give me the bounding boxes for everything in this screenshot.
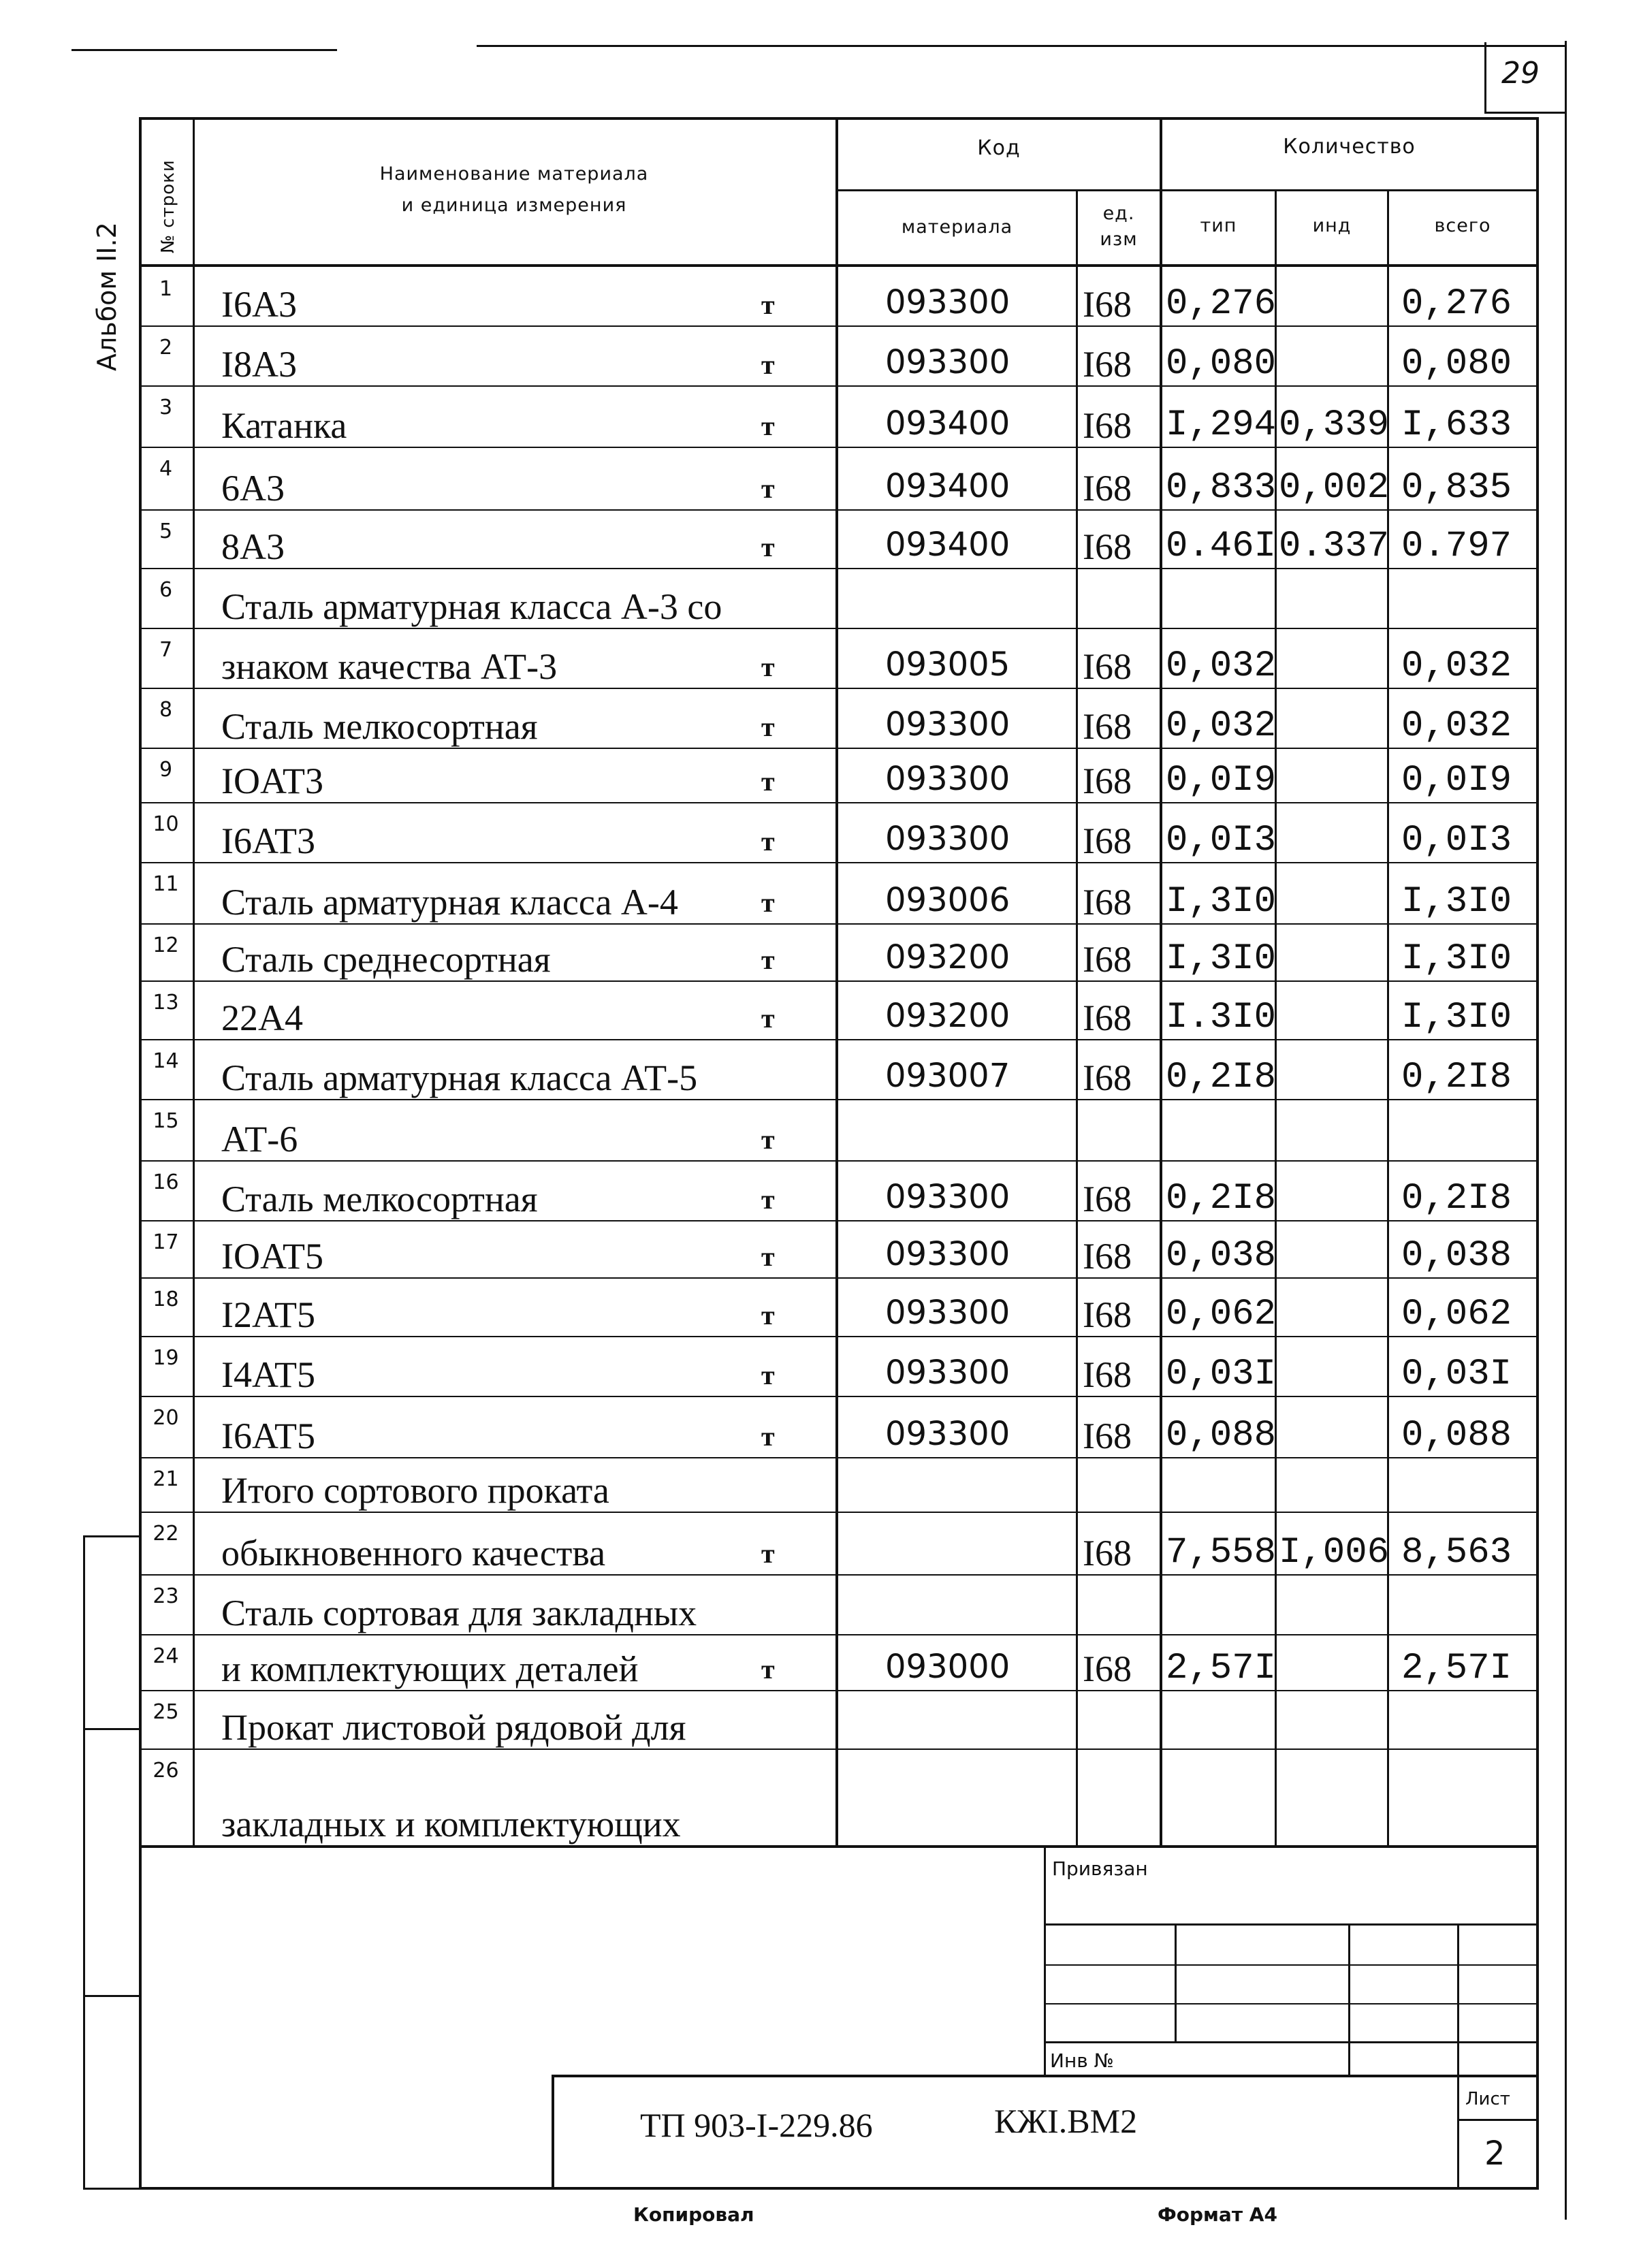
cell-name: Прокат листовой рядовой для: [221, 1707, 686, 1748]
cell-n: 23: [153, 1584, 179, 1608]
cell-n: 17: [153, 1230, 179, 1254]
stamp-privyazan: Привязан: [1052, 1857, 1148, 1880]
header-unit-line2: изм: [1100, 229, 1138, 250]
row-divider: [139, 862, 1539, 863]
header-typ: тип: [1200, 215, 1237, 236]
header-name-line2: и единица измерения: [401, 195, 627, 216]
header-mid-line: [835, 189, 1539, 191]
cell-code: 093400: [885, 404, 1010, 443]
cell-name: Катанка: [221, 405, 347, 446]
cell-unit: т: [761, 766, 775, 797]
stamp-col-2: [1348, 1923, 1350, 2077]
cell-total: I,633: [1401, 404, 1512, 446]
cell-total: 0,032: [1401, 645, 1512, 687]
cell-unit: т: [761, 1124, 775, 1155]
header-code: Код: [977, 136, 1021, 160]
cell-ed: I68: [1083, 1533, 1132, 1574]
stamp-line-1: [1044, 1923, 1539, 1926]
cell-unit: т: [761, 1241, 775, 1272]
cell-total: 0,2I8: [1401, 1178, 1512, 1219]
cell-name: I6AT3: [221, 820, 315, 861]
cell-total: 0,038: [1401, 1235, 1512, 1277]
header-material: материала: [901, 217, 1013, 238]
row-divider: [139, 447, 1539, 448]
row-divider: [139, 509, 1539, 511]
title-block-top: [552, 2075, 1539, 2077]
cell-n: 24: [153, 1644, 179, 1668]
row-divider: [139, 923, 1539, 925]
cell-n: 13: [153, 991, 179, 1015]
cell-unit: т: [761, 1003, 775, 1034]
col-line-rowno: [193, 117, 195, 1847]
cell-code: 093300: [885, 1178, 1010, 1216]
cell-typ: 0,03I: [1166, 1354, 1277, 1395]
cell-total: 0,080: [1401, 343, 1512, 385]
cell-name: Итого сортового проката: [221, 1470, 609, 1511]
cell-unit: т: [761, 652, 775, 682]
cell-name: 22A4: [221, 997, 303, 1038]
cell-n: 6: [159, 578, 173, 602]
cell-n: 4: [159, 457, 173, 481]
cell-n: 3: [159, 396, 173, 419]
cell-total: I,3I0: [1401, 938, 1512, 980]
cell-name: 8A3: [221, 526, 285, 567]
title-block-left: [552, 2075, 554, 2189]
cell-n: 16: [153, 1170, 179, 1194]
cell-n: 12: [153, 933, 179, 957]
cell-n: 9: [159, 758, 173, 782]
row-divider: [139, 1457, 1539, 1458]
row-divider: [139, 802, 1539, 803]
cell-code: 093300: [885, 705, 1010, 744]
cell-unit: т: [761, 473, 775, 504]
cell-name: Сталь сортовая для закладных: [221, 1593, 697, 1633]
cell-code: 093200: [885, 938, 1010, 976]
cell-ed: I68: [1083, 939, 1132, 980]
cell-total: 8,563: [1401, 1532, 1512, 1574]
cell-unit: т: [761, 826, 775, 857]
cell-code: 093300: [885, 343, 1010, 381]
cell-name: обыкновенного качества: [221, 1533, 606, 1574]
cell-ed: I68: [1083, 997, 1132, 1038]
cell-ed: I68: [1083, 526, 1132, 567]
cell-code: 093007: [885, 1057, 1010, 1095]
cell-total: 0,835: [1401, 467, 1512, 509]
row-divider: [139, 1220, 1539, 1221]
cell-name: знаком качества АТ-3: [221, 646, 558, 687]
cell-total: 0,0I9: [1401, 760, 1512, 801]
col-line-name: [835, 117, 838, 1847]
header-quantity: Количество: [1283, 135, 1416, 159]
row-divider: [139, 1748, 1539, 1750]
col-line-frame-left: [139, 117, 142, 2188]
album-label: Альбом II.2: [92, 222, 122, 371]
cell-name: I6A3: [221, 284, 297, 325]
cell-name: I8A3: [221, 344, 297, 385]
col-line-unit: [1160, 117, 1162, 1847]
cell-n: 18: [153, 1288, 179, 1311]
stamp-col-1: [1175, 1923, 1177, 2043]
cell-name: IOAT3: [221, 761, 323, 801]
cell-ed: I68: [1083, 468, 1132, 509]
page-number: 29: [1501, 56, 1540, 91]
cell-name: Сталь среднесортная: [221, 939, 551, 980]
cell-n: 2: [159, 336, 173, 360]
cell-code: 093300: [885, 283, 1010, 321]
cell-ed: I68: [1083, 1179, 1132, 1219]
sheet-number: 2: [1484, 2135, 1505, 2173]
row-divider: [139, 1396, 1539, 1397]
row-divider: [139, 1690, 1539, 1691]
cell-ed: I68: [1083, 405, 1132, 446]
cell-total: 0.797: [1401, 526, 1512, 567]
cell-code: 093300: [885, 1354, 1010, 1392]
cell-typ: 0,032: [1166, 645, 1277, 687]
cell-n: 1: [159, 277, 173, 301]
cell-typ: I,3I0: [1166, 881, 1277, 923]
cell-code: 093200: [885, 997, 1010, 1035]
cell-n: 22: [153, 1522, 179, 1546]
cell-typ: I,3I0: [1166, 938, 1277, 980]
cell-total: 0,03I: [1401, 1354, 1512, 1395]
cell-total: 0,0I3: [1401, 820, 1512, 861]
cell-typ: 0,088: [1166, 1415, 1277, 1456]
cell-typ: 0,2I8: [1166, 1178, 1277, 1219]
cell-ed: I68: [1083, 882, 1132, 923]
cell-unit: т: [761, 1360, 775, 1390]
footer-copied: Копировал: [633, 2203, 754, 2226]
doc-code: ТП 903-I-229.86: [640, 2106, 873, 2144]
row-divider: [139, 1099, 1539, 1100]
header-ind: инд: [1312, 215, 1352, 236]
cell-ed: I68: [1083, 1236, 1132, 1277]
stamp-inv-no: Инв №: [1050, 2049, 1114, 2072]
cell-total: 0,088: [1401, 1415, 1512, 1456]
cell-code: 093005: [885, 645, 1010, 684]
cell-total: 0,2I8: [1401, 1057, 1512, 1098]
cell-total: 0,062: [1401, 1294, 1512, 1335]
stamp-line-4: [1044, 2041, 1539, 2043]
cell-total: I,3I0: [1401, 997, 1512, 1038]
cell-n: 21: [153, 1467, 179, 1491]
cell-typ: 0,032: [1166, 705, 1277, 747]
header-total: всего: [1434, 215, 1491, 236]
cell-ed: I68: [1083, 761, 1132, 801]
cell-typ: 2,57I: [1166, 1648, 1277, 1689]
cell-typ: 0.46I: [1166, 526, 1277, 567]
cell-unit: т: [761, 1184, 775, 1215]
col-line-material: [1076, 191, 1078, 1847]
cell-n: 7: [159, 638, 173, 662]
row-divider: [139, 385, 1539, 387]
cell-total: 0,032: [1401, 705, 1512, 747]
cell-name: Сталь мелкосортная: [221, 1179, 538, 1219]
cell-code: 093300: [885, 1235, 1010, 1273]
cell-ind: 0,339: [1279, 404, 1390, 446]
cell-name: Сталь арматурная класса А-3 со: [221, 586, 722, 627]
cell-ed: I68: [1083, 706, 1132, 747]
cell-name: I4AT5: [221, 1354, 315, 1395]
row-divider: [139, 1634, 1539, 1635]
cell-unit: т: [761, 532, 775, 562]
cell-typ: 0,0I3: [1166, 820, 1277, 861]
cell-ed: I68: [1083, 1294, 1132, 1335]
cell-typ: I.3I0: [1166, 997, 1277, 1038]
stamp-line-3: [1044, 2003, 1539, 2005]
cell-unit: т: [761, 289, 775, 320]
cell-n: 20: [153, 1406, 179, 1430]
col-line-frame-right: [1536, 117, 1539, 2188]
cell-typ: 0,833: [1166, 467, 1277, 509]
cell-code: 093400: [885, 467, 1010, 505]
cell-unit: т: [761, 411, 775, 441]
cell-name: АТ-6: [221, 1119, 298, 1160]
cell-typ: 0,276: [1166, 283, 1277, 325]
row-divider: [139, 748, 1539, 749]
cell-code: 093006: [885, 881, 1010, 919]
cell-typ: 0,2I8: [1166, 1057, 1277, 1098]
cell-ind: I,006: [1279, 1532, 1390, 1574]
cell-total: 2,57I: [1401, 1648, 1512, 1689]
cell-unit: т: [761, 1300, 775, 1330]
header-top-line: [139, 117, 1539, 120]
cell-unit: т: [761, 1538, 775, 1569]
row-divider: [139, 628, 1539, 629]
cell-typ: 7,558: [1166, 1532, 1277, 1574]
header-name-line1: Наименование материала: [379, 163, 649, 185]
cell-code: 093300: [885, 760, 1010, 798]
cell-n: 26: [153, 1759, 179, 1783]
cell-typ: 0,062: [1166, 1294, 1277, 1335]
stamp-line-2: [1044, 1964, 1539, 1966]
cell-n: 5: [159, 520, 173, 543]
cell-name: закладных и комплектующих: [221, 1804, 681, 1844]
stamp-col-3: [1457, 1923, 1459, 2189]
header-bottom-line: [139, 264, 1539, 267]
cell-code: 093300: [885, 1415, 1010, 1453]
cell-ind: 0,002: [1279, 467, 1390, 509]
cell-ed: I68: [1083, 284, 1132, 325]
cell-typ: I,294: [1166, 404, 1277, 446]
frame-bottom-line: [139, 2187, 1539, 2190]
cell-unit: т: [761, 1654, 775, 1684]
row-divider: [139, 1277, 1539, 1279]
cell-n: 14: [153, 1049, 179, 1073]
sheet-label: Лист: [1465, 2089, 1510, 2109]
cell-name: I6AT5: [221, 1416, 315, 1456]
cell-n: 25: [153, 1700, 179, 1724]
cell-typ: 0,0I9: [1166, 760, 1277, 801]
cell-name: Сталь арматурная класса АТ-5: [221, 1057, 698, 1098]
cell-ed: I68: [1083, 646, 1132, 687]
cell-ed: I68: [1083, 1416, 1132, 1456]
cell-ind: 0.337: [1279, 526, 1390, 567]
row-divider: [139, 980, 1539, 982]
doc-mark: КЖI.ВМ2: [994, 2102, 1138, 2140]
cell-name: Сталь арматурная класса А-4: [221, 882, 678, 923]
row-divider: [139, 1160, 1539, 1162]
sheet-label-line: [1457, 2119, 1539, 2121]
footer-format: Формат А4: [1158, 2203, 1277, 2226]
cell-ed: I68: [1083, 1354, 1132, 1395]
cell-unit: т: [761, 887, 775, 918]
row-divider: [139, 1336, 1539, 1337]
row-divider: [139, 325, 1539, 327]
row-divider: [139, 1512, 1539, 1513]
cell-unit: т: [761, 712, 775, 742]
row-divider: [139, 1574, 1539, 1576]
cell-typ: 0,038: [1166, 1235, 1277, 1277]
cell-code: 093300: [885, 820, 1010, 858]
cell-name: Сталь мелкосортная: [221, 706, 538, 747]
header-unit-line1: ед.: [1102, 203, 1135, 224]
cell-unit: т: [761, 944, 775, 975]
cell-name: I2AT5: [221, 1294, 315, 1335]
row-divider: [139, 688, 1539, 689]
row-divider: [139, 568, 1539, 569]
cell-typ: 0,080: [1166, 343, 1277, 385]
cell-name: 6A3: [221, 468, 285, 509]
cell-ed: I68: [1083, 344, 1132, 385]
cell-n: 8: [159, 698, 173, 722]
cell-total: I,3I0: [1401, 881, 1512, 923]
cell-ed: I68: [1083, 1057, 1132, 1098]
cell-n: 11: [153, 872, 179, 896]
header-row-no: № строки: [158, 159, 178, 253]
cell-n: 10: [153, 812, 179, 836]
cell-code: 093400: [885, 526, 1010, 564]
cell-name: и комплектующих деталей: [221, 1648, 639, 1689]
cell-code: 093300: [885, 1294, 1010, 1332]
cell-unit: т: [761, 1421, 775, 1452]
row-divider: [139, 1039, 1539, 1040]
cell-name: IOAT5: [221, 1236, 323, 1277]
cell-total: 0,276: [1401, 283, 1512, 325]
cell-ed: I68: [1083, 820, 1132, 861]
cell-unit: т: [761, 349, 775, 380]
cell-code: 093000: [885, 1648, 1010, 1686]
cell-n: 15: [153, 1109, 179, 1133]
table-bottom-line: [139, 1845, 1539, 1848]
cell-n: 19: [153, 1346, 179, 1370]
cell-ed: I68: [1083, 1648, 1132, 1689]
